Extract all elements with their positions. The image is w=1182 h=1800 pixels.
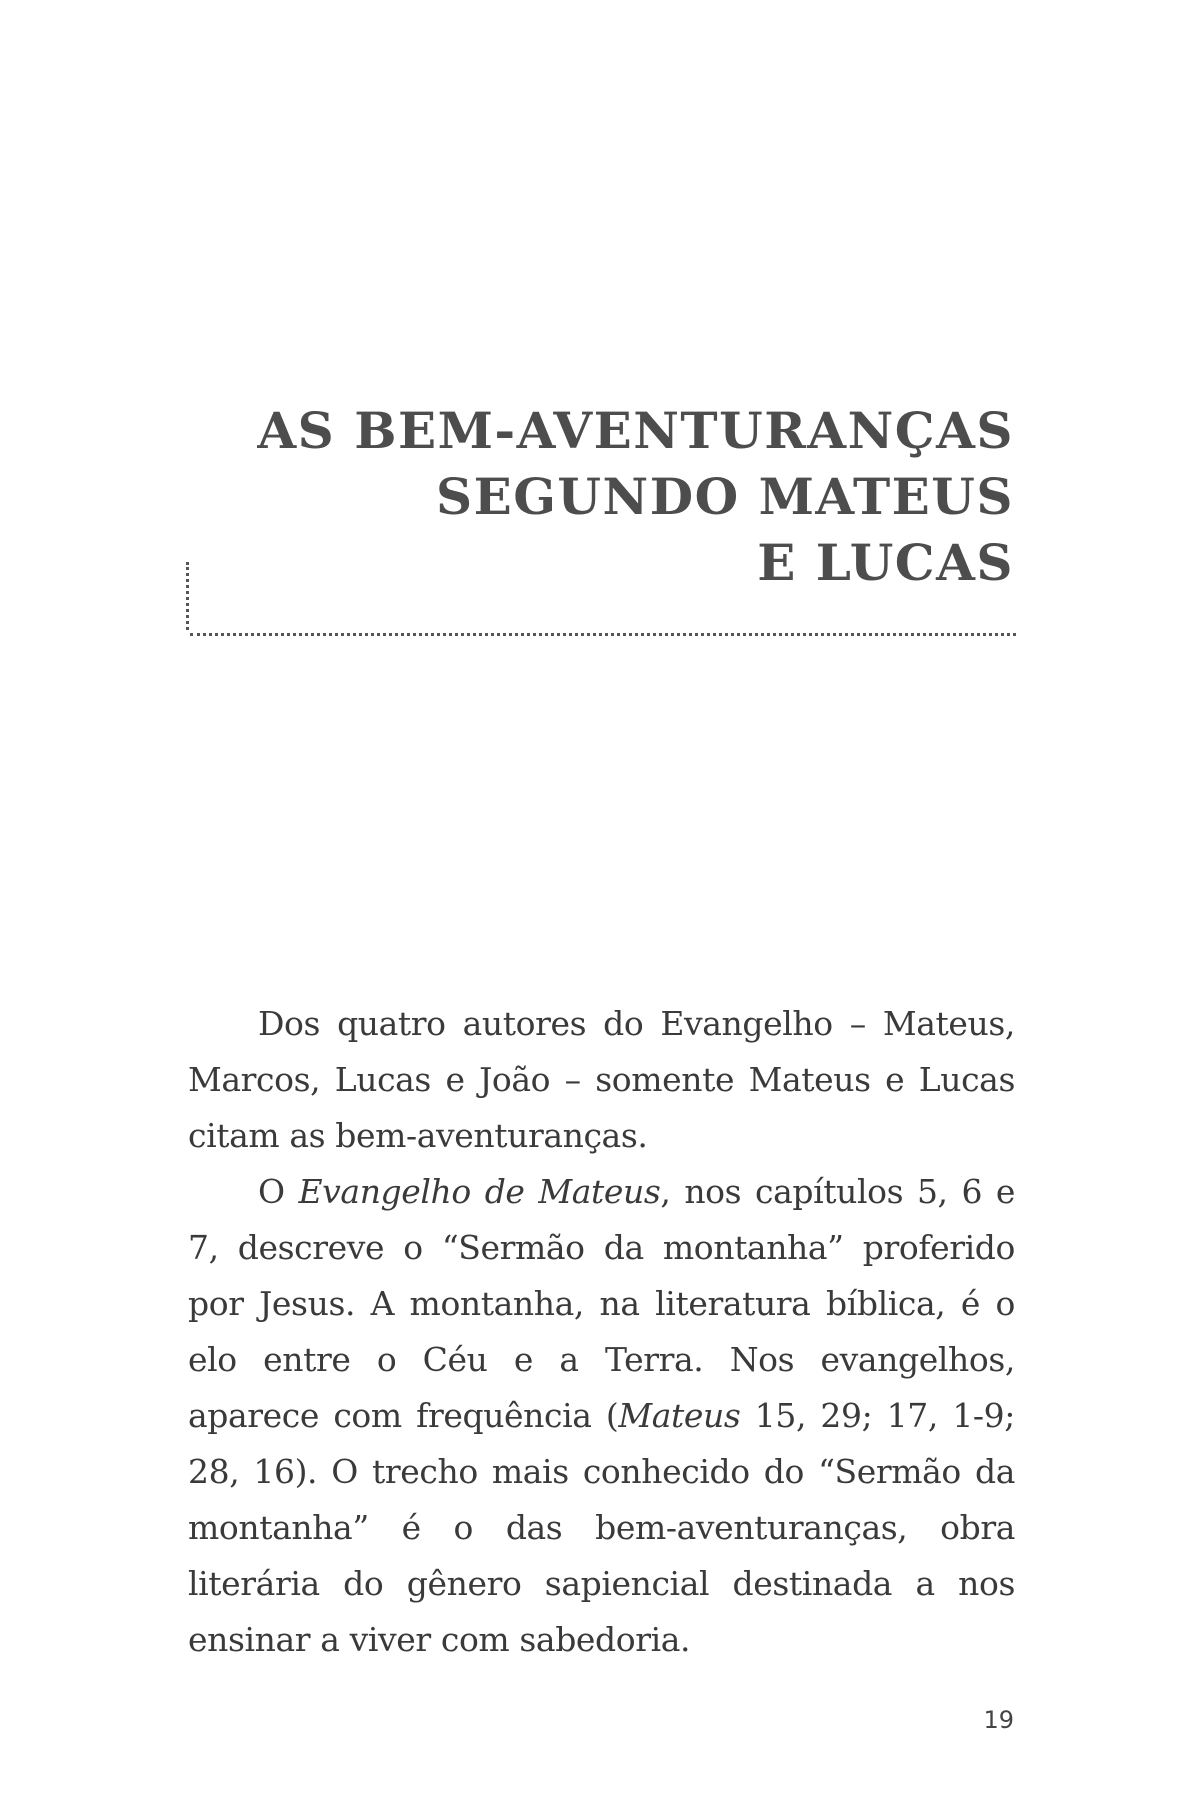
text-run: O <box>258 1172 299 1211</box>
body-text <box>188 996 1015 1668</box>
text-run: 15, 29; 17, 1-9; 28, 16). O trecho mais conhecido do “Sermão da montanha” é o das bem-aventuranças, obra literária do gênero sapiencial destinada a nos ensinar a viver com sabedoria. <box>188 1396 1015 1659</box>
page-number: 19 <box>983 1706 1014 1734</box>
chapter-title <box>257 398 1014 596</box>
italic-reference: Mateus <box>618 1396 741 1435</box>
decorative-dotted-rule-vertical <box>186 562 189 630</box>
chapter-title-line: SEGUNDO MATEUS <box>436 467 1014 526</box>
decorative-dotted-rule-horizontal <box>190 633 1016 636</box>
text-run: , nos capítulos 5, 6 e 7, descreve o “Sermão da montanha” proferido por Jesus. A montanha, na literatura bíblica, é o elo entre o Céu e a Terra. Nos evangelhos, aparece com frequência ( <box>188 1172 1015 1435</box>
paragraph: Dos quatro autores do Evangelho – Mateus, Marcos, Lucas e João – somente Mateus e Lucas citam as bem-aventuranças. <box>188 1004 1015 1155</box>
italic-title: Evangelho de Mateus <box>298 1172 661 1211</box>
paragraph <box>188 1164 1015 1668</box>
chapter-title-line: AS BEM-AVENTURANÇAS <box>257 401 1014 460</box>
chapter-title-line: E LUCAS <box>757 533 1014 592</box>
